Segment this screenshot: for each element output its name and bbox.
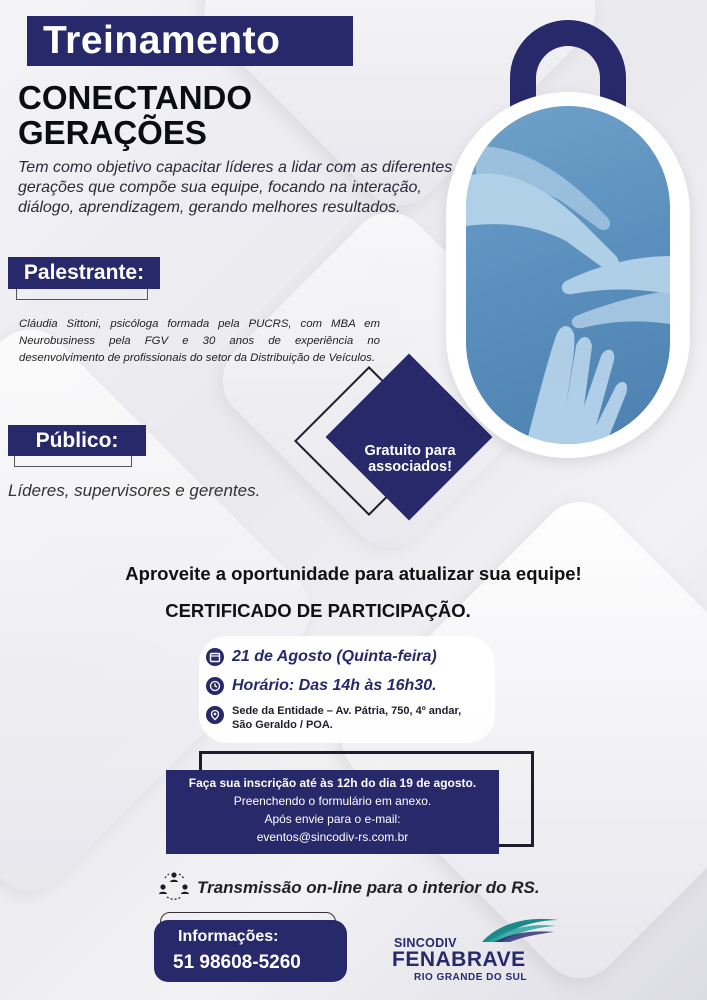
audience-label: Público: bbox=[8, 425, 146, 456]
location-pin-icon bbox=[206, 706, 224, 724]
free-badge-line-1: Gratuito para bbox=[364, 443, 456, 459]
headline-line-2: GERAÇÕES bbox=[18, 114, 207, 151]
objective-text: Tem como objetivo capacitar líderes a lidar com as diferentes gerações que compõe sua equipe, focando na interação, diálogo, aprendizagem, gerando melhores resultados. bbox=[18, 159, 453, 216]
event-date: 21 de Agosto (Quinta-feira) bbox=[232, 648, 437, 665]
contact-title: Informações: bbox=[178, 928, 279, 945]
speaker-label: Palestrante: bbox=[8, 257, 160, 289]
event-time-row bbox=[206, 677, 437, 695]
clock-icon bbox=[206, 677, 224, 695]
registration-box bbox=[166, 770, 499, 854]
hands-photo bbox=[466, 106, 670, 444]
hands-illustration bbox=[466, 106, 670, 444]
contact-box bbox=[154, 920, 347, 982]
headline bbox=[18, 80, 252, 150]
page-title: Treinamento bbox=[43, 19, 281, 62]
title-banner bbox=[27, 16, 353, 66]
opportunity-text: Aproveite a oportunidade para atualizar sua equipe! bbox=[125, 563, 582, 584]
calendar-icon bbox=[206, 648, 224, 666]
registration-email-prompt: Após envie para o e-mail: bbox=[264, 812, 401, 826]
logo-main-text: FENABRAVE bbox=[392, 948, 526, 971]
logo-swoosh-icon bbox=[480, 914, 560, 944]
logo-top-text: SINCODIV bbox=[394, 936, 457, 950]
contact-phone[interactable]: 51 98608-5260 bbox=[173, 952, 301, 973]
address-line-2: São Geraldo / POA. bbox=[232, 719, 333, 731]
free-badge-line-2: associados! bbox=[368, 459, 452, 475]
free-badge-text bbox=[342, 443, 478, 475]
event-address-row bbox=[206, 704, 461, 732]
event-time: Horário: Das 14h às 16h30. bbox=[232, 677, 437, 694]
speaker-bio: Cláudia Sittoni, psicóloga formada pela PUCRS, com MBA em Neurobusiness pela FGV e 30 anos de experiência no desenvolvimento de profissionais do setor da Distribuição de Veículos. bbox=[19, 318, 380, 364]
logo-bottom-text: RIO GRANDE DO SUL bbox=[414, 972, 527, 983]
address-line-1: Sede da Entidade – Av. Pátria, 750, 4º andar, bbox=[232, 705, 462, 717]
fenabrave-logo bbox=[392, 918, 562, 988]
headline-line-1: CONECTANDO bbox=[18, 79, 253, 116]
registration-deadline: Faça sua inscrição até às 12h do dia 19 de agosto. bbox=[188, 776, 477, 790]
event-date-row bbox=[206, 648, 437, 666]
registration-email[interactable]: eventos@sincodiv-rs.com.br bbox=[256, 830, 409, 844]
registration-instructions: Preenchendo o formulário em anexo. bbox=[233, 794, 432, 808]
event-address bbox=[232, 704, 461, 732]
stream-text: Transmissão on-line para o interior do RS. bbox=[197, 877, 540, 897]
stream-row bbox=[157, 870, 540, 905]
certificate-text: CERTIFICADO DE PARTICIPAÇÃO. bbox=[165, 600, 471, 621]
audience-text: Líderes, supervisores e gerentes. bbox=[8, 481, 261, 500]
people-network-icon bbox=[157, 870, 191, 905]
